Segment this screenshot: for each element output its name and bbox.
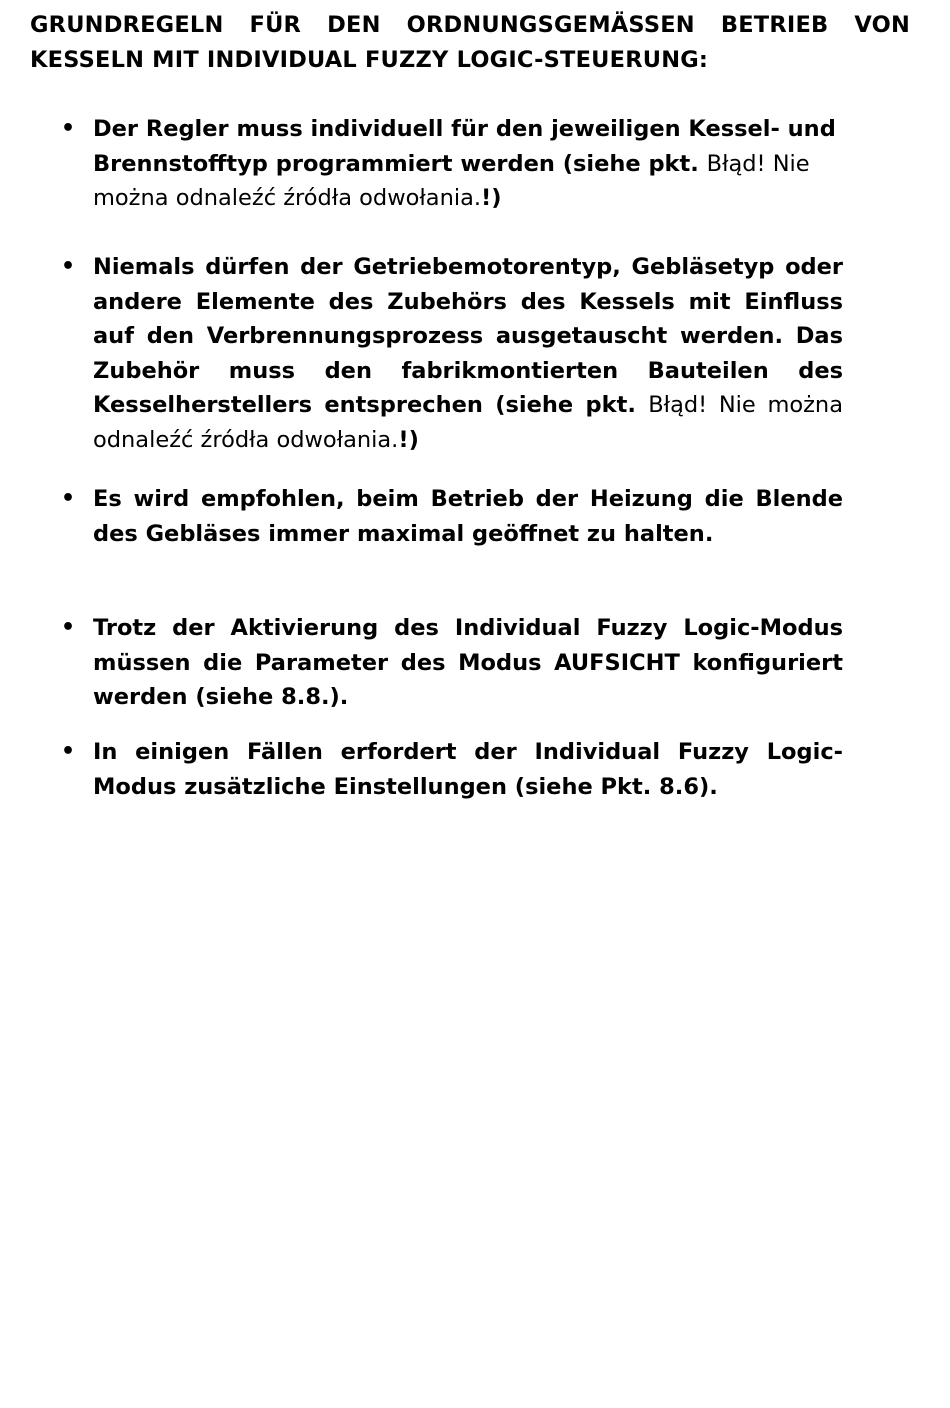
bullet-icon: •	[61, 116, 76, 141]
bullet-icon: •	[61, 486, 76, 511]
bullet-icon: •	[61, 739, 76, 764]
item-text-after: !)	[398, 426, 419, 453]
item-text-after: !)	[481, 185, 502, 212]
reference-error-text: Błąd! Nie można odnaleźć źródła odwołania.	[93, 150, 810, 212]
list-item-text: Trotz der Aktivierung des Individual Fuzzy Logic-Modus müssen die Parameter des Modus AUFSICHT konfiguriert werden (siehe 8.8.).	[93, 615, 843, 711]
bullet-icon: •	[61, 254, 76, 279]
item-text-before: Niemals dürfen der Getriebemotorentyp, Gebläsetyp oder andere Elemente des Zubehörs des Kessels mit Einfluss auf den Verbrennungsprozess ausgetauscht werden. Das Zubehör muss den fabrikmontierten Bauteilen des Kesselherstellers entsprechen (siehe pkt.	[93, 254, 843, 419]
list-item	[61, 112, 843, 216]
bullet-icon: •	[61, 615, 76, 640]
reference-error-text: Błąd! Nie można odnaleźć źródła odwołania.	[93, 392, 843, 453]
list-item-text: In einigen Fällen erfordert der Individual Fuzzy Logic-Modus zusätzliche Einstellungen (siehe Pkt. 8.6).	[93, 739, 843, 800]
list-item-text: Es wird empfohlen, beim Betrieb der Heizung die Blende des Gebläses immer maximal geöffnet zu halten.	[93, 486, 843, 547]
list-item	[61, 250, 843, 458]
list-item-text	[93, 112, 843, 216]
item-text-before: Der Regler muss individuell für den jeweiligen Kessel- und Brennstofftyp programmiert werden (siehe pkt.	[93, 116, 836, 177]
list-item	[61, 482, 843, 551]
list-item	[61, 611, 843, 715]
page-title: GRUNDREGELN FÜR DEN ORDNUNGSGEMÄSSEN BETRIEB VON KESSELN MIT INDIVIDUAL FUZZY LOGIC-STEUERUNG:	[30, 12, 910, 73]
list-item	[61, 735, 843, 804]
